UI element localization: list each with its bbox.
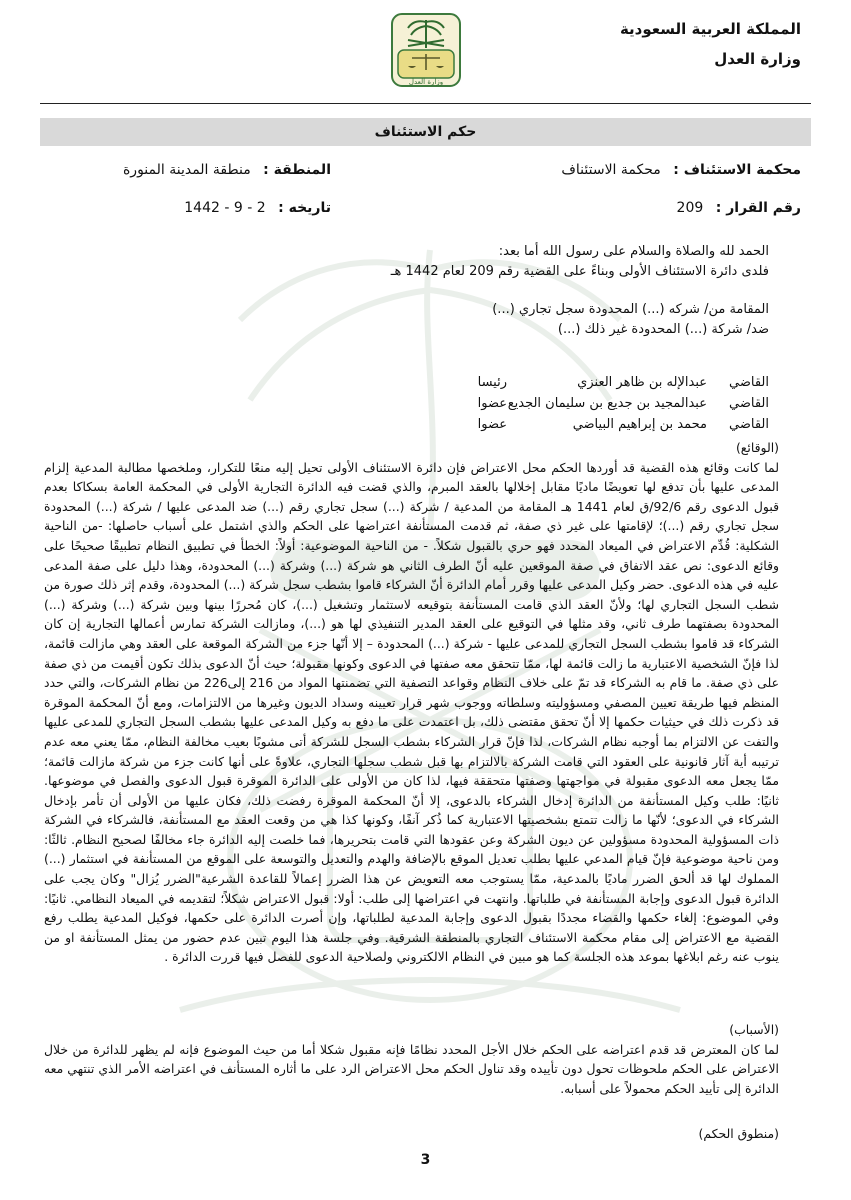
judge-title: القاضي [729, 417, 769, 432]
decision-field [677, 200, 801, 216]
intro-line: فلدى دائرة الاستئناف الأولى وبناءً على القضية رقم 209 لعام 1442 هـ [390, 264, 769, 279]
facts-text: لما كانت وقائع هذه القضية قد أوردها الحكم محل الاعتراض فإن دائرة الاستئناف الأولى تحيل إليه منعًا للتكرار، وملخصها مطالبة المدعية إلزام المدعى عليها بأن تدفع لها تعويضًا ماديًا مقابل إخلالها بالعقد المبرم، والذي قضت فيه الدائرة التجارية الأولى في المحكمة العامة بسكاكا بعدم قبول الدعوى رقم 92/6/ق لعام 1441 هـ المقامة من المدعية / شركة (...) سجل تجاري رقم (...) ضد المدعى عليها / شركة (...) المحدودة سجل تجاري رقم (...)؛ لإقامتها على غير ذي صفة، ثم قدمت المستأنفة اعتراضها على الحكم والذي اشتمل على أسباب حاصلها: -من الناحية الشكلية: قُدِّم الاعتراض في الميعاد المحدد فهو حري بالقبول شكلاً. - من الناحية الموضوعية: أولاً: الخطأ في تطبيق النظام تطبيقًا صحيحًا على وقائع الدعوى: نص عقد الاتفاق في صفة الموقعين عليه أنّ الطرف الثاني هو شركة (...) وشركة (...) المحدودة، وهذا دليل على صفة المدعى عليه في هذه الدعوى. حضر وكيل المدعى عليها وقرر أمام الدائرة أنّ الشركاء قاموا بشطب سجل شركة (...) المحدودة، وقدم إثر ذلك صورة من شطب السجل التجاري لها؛ ولأنّ العقد الذي قامت المستأنفة بتوقيعه لاستثمار وتشغيل (...)، كان مُحررًا بينها وبين شركة (...) وشركة (...) المحدودة بصفتهما طرف ثاني، وقد مثلها في التوقيع على العقد المدير التنفيذي لها هو (...)، ومازالت الشركة تمارس أعمالها التجارية إن كان الشركاء قد قاموا بشطب السجل التجاري للمدعى عليها - شركة (...) المحدودة – إلا أنّها جزء من الشركة الموقعة على العقد وهي مازالت قائمة، لذا فإنّ الشخصية الاعتبارية ما زالت قائمة لها، ممّا تتحقق معه صفتها في الدعوى وكونها مقبولة؛ حيث أنّ الدعوى بذلك تكون أقيمت من ذي صفة على ذي صفة. ما قام به الشركاء قد تمّ على خلاف النظام وقواعد التصفية التي تضمنتها المواد من 216 إلى226 من نظام الشركات، والتي حدد المنظم فيها طريقة تعيين المصفي ومسؤوليته وسلطاته ووجوب شهر قرار تعيينه وسداد الديون وغيرها من الالتزامات، ومع أنّ المحكمة الموقرة قد ذكرت ذلك في حيثيات حكمها إلا أنّ تحقق مقتضى ذلك، بل اعتمدت على ما دفع به وكيل المدعى عليها بشطب السجل التجاري للمدعى عليها والتفت عن الالتزام بما أوجبه نظام الشركات، لذا فإنّ قرار الشركاء بشطب السجل للشركة أتى مشوبًا بعيب مخالفة النظام، ممّا يعني معه عدم ترتيبه أية آثار قانونية على العقود التي قامت الشركة بالالتزام بها قبل شطب سجلها التجاري، علاوةً على أنها كانت جزء من شركة مازالت قائمة؛ ممّا يجعل معه الدعوى مقبولة في مواجهتها وصفتها متحققة فيها، لذا كان من الأولى على الدائرة الموقرة قبول الدعوى والفصل في موضوعها. ثانيًا: طلب وكيل المستأنفة من الدائرة إدخال الشركاء بالدعوى، إلا أنّ المحكمة الموقرة رفضت ذلك، فكان عليها من الأولى أن تأمر بإدخال الشركاء في الدعوى؛ لأنّها ما زالت تتمتع بشخصيتها الاعتبارية كما ذُكر آنفًا، وكونها كذا هي من وقعت العقد مع المستأنفة، فالشركاء في الشركة ذات المسؤولية المحدودة مسؤولين عن ديون الشركة وعن عقودها التي قامت بتحريرها، فما خلصت إليه الدائرة جاء مخالفًا لصحيح النظام. ثالثًا: ومن ناحية موضوعية فإنّ قيام المدعي عليها بطلب تعديل الموقع بالإضافة والهدم والتعديل والتوسعة على الموقع من المستأنفة في استثمار (...) المملوك لها قد ألحق الضرر ماديًا بالمدعية، ممّا يستوجب معه التعويض عن هذا الضرر إعمالاً للقاعدة الشرعية"الضرر يُزال" وكان يجب على الدائرة قبول الدعوى وإجابة المستأنفة في طلباتها. وانتهت في اعتراضها إلى طلب: أولا: قبول الاعتراض شكلاً؛ لتقديمه في الميعاد النظامي. ثانيًا: وفي الموضوع: إلغاء حكمها والقضاء مجددًا بقبول الدعوى وإجابة المدعية لطلباتها، وإن أصرت الدائرة على حكمها، فوكيل المدعية يطلب رفع القضية مع الاعتراض إلى مقام محكمة الاستئناف التجاري بالمنطقة الشرقية. وفي جلسة هذا اليوم تبين عدم حضور من يمثل المستأنفة او من ينوب عنه رغم ابلاغها بموعد هذه الجلسة كما هو مبين في النظام الالكتروني ولصلاحية الدعوى للفصل فيها قررت الدائرة . [44, 459, 780, 965]
date-label: تاريخه : [278, 200, 331, 216]
ministry-logo-icon [388, 10, 464, 90]
reasons-heading: (الأسباب) [729, 1022, 779, 1037]
judge-name: محمد بن إبراهيم البياضي [572, 417, 707, 432]
verdict-section [44, 1124, 779, 1144]
page-number: 3 [420, 1152, 431, 1168]
court-field [561, 162, 801, 178]
date-field [184, 200, 331, 216]
decision-label: رقم القرار : [715, 200, 801, 216]
judge-title: القاضي [729, 375, 769, 390]
judge-name: عبدالإله بن ظاهر العنزي [577, 375, 707, 390]
reasons-text: لما كان المعترض قد قدم اعتراضه على الحكم خلال الأجل المحدد نظامًا فإنه مقبول شكلا أما من حيث الموضوع فإنه لم يظهر للدائرة من خلال الاعتراض على الحكم ملحوظات تحول دون تأييده وقد تناول الحكم محل الاعتراض الرد على ما أثاره المستأنف في اعتراضه الأمر الذي تنتهي معه الدائرة إلى تأييد الحكم محمولاً على أسبابه. [44, 1041, 779, 1096]
judges-panel [447, 372, 769, 435]
intro-line: الحمد لله والصلاة والسلام على رسول الله أما بعد: [498, 244, 769, 259]
parties-section [69, 300, 769, 340]
judge-row [447, 372, 769, 393]
region-label: المنطقة : [263, 162, 331, 178]
facts-heading: (الوقائع) [735, 440, 779, 455]
verdict-heading: (منطوق الحكم) [698, 1126, 779, 1141]
reasons-section [44, 1020, 779, 1098]
defendant-line: ضد/ شركة (...) المحدودة غير ذلك (...) [557, 322, 769, 337]
judge-row [447, 414, 769, 435]
judge-role: عضوا [477, 417, 507, 432]
logo-caption: وزارة العدل [408, 78, 444, 86]
intro-section [69, 242, 769, 282]
judge-name: عبدالمجيد بن جديع بن سليمان الجديع [507, 396, 707, 411]
document-title: حكم الاستئناف [40, 118, 811, 146]
kingdom-name: المملكة العربية السعودية [619, 20, 801, 38]
judge-role: عضوا [477, 396, 507, 411]
region-field [123, 162, 331, 178]
court-label: محكمة الاستئناف : [673, 162, 801, 178]
judge-title: القاضي [729, 396, 769, 411]
header-divider [40, 103, 811, 104]
judge-row [447, 393, 769, 414]
decision-value: 209 [676, 200, 704, 216]
region-value: منطقة المدينة المنورة [122, 162, 251, 178]
date-value: 2 - 9 - 1442 [184, 200, 266, 216]
judge-role: رئيسا [477, 375, 507, 390]
ministry-name: وزارة العدل [714, 50, 801, 68]
plaintiff-line: المقامة من/ شركه (...) المحدودة سجل تجاري (...) [492, 302, 769, 317]
facts-section [44, 438, 779, 967]
court-value: محكمة الاستئناف [561, 162, 661, 178]
header-text [620, 14, 801, 74]
